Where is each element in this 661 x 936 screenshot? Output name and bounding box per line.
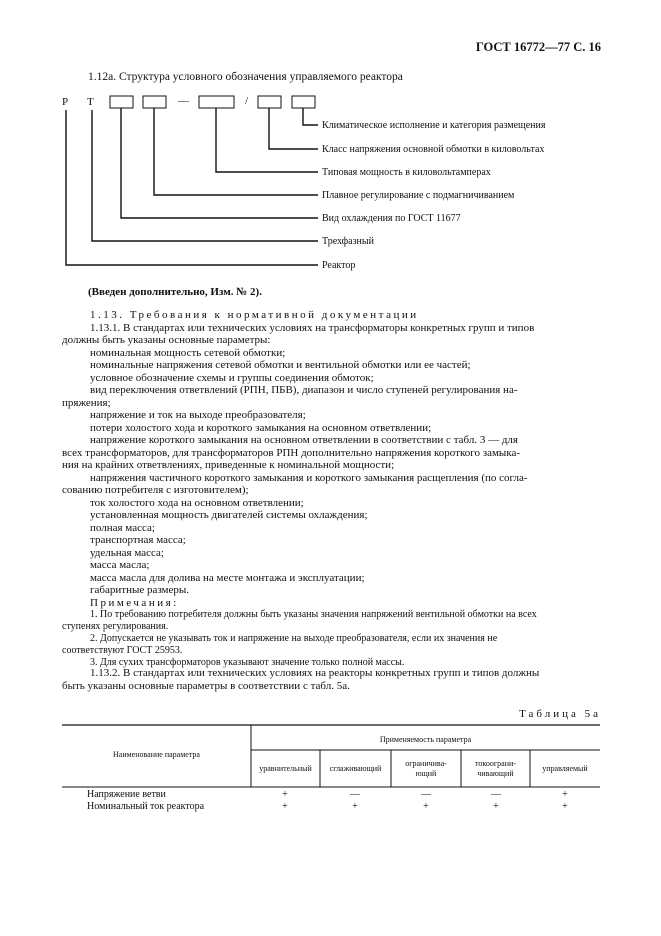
param-item-continued: всех трансформаторов, для трансформаторов РПН дополнительно напряжения короткого замыка- [62, 446, 521, 459]
note-item-continued: соответствуют ГОСТ 25953. [62, 645, 183, 656]
param-item: ток холостого хода на основном ответвлении; [90, 496, 304, 509]
diagram-label-power: Типовая мощность в киловольтамперах [322, 167, 491, 178]
param-item: номинальные напряжения сетевой обмотки и вентильной обмотки или ее частей; [90, 359, 471, 371]
note-item-continued: ступенях регулирования. [62, 621, 169, 632]
diagram-label-reactor: Реактор [322, 260, 356, 271]
note-item: 2. Допускается не указывать ток и напряжение на выходе преобразователя, если их значения не [90, 633, 498, 644]
note-item: 1. По требованию потребителя должны быть указаны значения напряжений вентильной обмотки на всех [90, 609, 537, 620]
param-item-continued: ния на крайних ответвлениях, приведенные к номинальной мощности; [62, 459, 395, 471]
table-cell: + [352, 801, 358, 812]
table-cell: + [282, 801, 288, 812]
notes-title: Примечания: [90, 596, 179, 609]
table-col-smoothing: сглаживающий [329, 764, 382, 773]
table-row-name: Номинальный ток реактора [87, 801, 205, 812]
amendment-note: (Введен дополнительно, Изм. № 2). [88, 286, 262, 298]
para-1-13-2-line: 1.13.2. В стандартах или технических условиях на реакторы конкретных групп и типов должны [90, 667, 540, 679]
param-item-continued: сованию потребителя с изготовителем); [62, 484, 249, 496]
diagram-label-climate: Климатическое исполнение и категория размещения [322, 120, 546, 131]
diagram-letter-t: Т [87, 96, 94, 108]
param-item: условное обозначение схемы и группы соединения обмоток; [90, 371, 374, 384]
section-title-1-12a: 1.12а. Структура условного обозначения управляемого реактора [88, 71, 403, 83]
section-title-1-13: 1.13. Требования к нормативной документации [90, 309, 419, 321]
param-item: удельная масса; [90, 546, 164, 559]
param-item-continued: пряжения; [62, 396, 111, 409]
param-item: номинальная мощность сетевой обмотки; [90, 346, 286, 359]
param-item: полная масса; [90, 521, 155, 534]
table-header-applicability: Применяемость параметра [379, 735, 472, 744]
diagram-slash: / [245, 95, 249, 107]
diagram-letter-r: Р [62, 96, 69, 108]
page-header: ГОСТ 16772—77 С. 16 [475, 40, 601, 54]
table-cell: + [493, 801, 499, 812]
diagram-label-regulation: Плавное регулирование с подмагничиванием [322, 190, 515, 201]
param-item: напряжения частичного короткого замыкания и короткого замыкания расщепления (по согла- [90, 471, 528, 484]
param-item: потери холостого хода и короткого замыкания на основном ответвлении; [90, 421, 432, 434]
table-cell: + [562, 789, 568, 800]
table-caption: Таблица 5а [519, 708, 601, 720]
table-header-parameter: Наименование параметра [113, 750, 200, 759]
table-row-name: Напряжение ветви [87, 789, 166, 800]
param-item: масса масла для долива на месте монтажа и эксплуатации; [90, 571, 365, 584]
param-item: габаритные размеры. [90, 584, 190, 596]
table-cell: — [350, 789, 360, 800]
diagram-label-voltage-class: Класс напряжения основной обмотки в киловольтах [322, 144, 545, 155]
param-item: транспортная масса; [90, 534, 186, 546]
para-1-13-2-line: быть указаны основные параметры в соответствии с табл. 5а. [62, 679, 350, 692]
table-cell: + [423, 801, 429, 812]
param-item: напряжение короткого замыкания на основном ответвлении в соответствии с табл. 3 — для [90, 434, 518, 446]
table-col-current-limiting: токоограни- чивающий [475, 759, 516, 778]
table-cell: — [491, 789, 501, 800]
table-cell: — [421, 789, 431, 800]
table-col-controlled: управляемый [542, 764, 588, 773]
table-col-equalizing: уравнительный [259, 764, 312, 773]
param-item: масса масла; [90, 559, 150, 571]
table-cell: + [562, 801, 568, 812]
diagram-label-cooling: Вид охлаждения по ГОСТ 11677 [322, 213, 461, 224]
para-1-13-1-line: должны быть указаны основные параметры: [62, 334, 271, 346]
param-item: напряжение и ток на выходе преобразователя; [90, 409, 306, 421]
para-1-13-1-line: 1.13.1. В стандартах или технических условиях на трансформаторы конкретных групп и типов [90, 321, 535, 334]
param-item: вид переключения ответвлений (РПН, ПБВ), диапазон и число ступеней регулирования на- [90, 384, 518, 396]
table-cell: + [282, 789, 288, 800]
table-col-limiting: ограничива- ющий [405, 759, 447, 778]
diagram-label-three-phase: Трехфазный [322, 236, 374, 247]
note-item: 3. Для сухих трансформаторов указывают значение только полной массы. [90, 657, 405, 668]
param-item: установленная мощность двигателей системы охлаждения; [90, 509, 368, 521]
diagram-dash: — [178, 95, 189, 107]
